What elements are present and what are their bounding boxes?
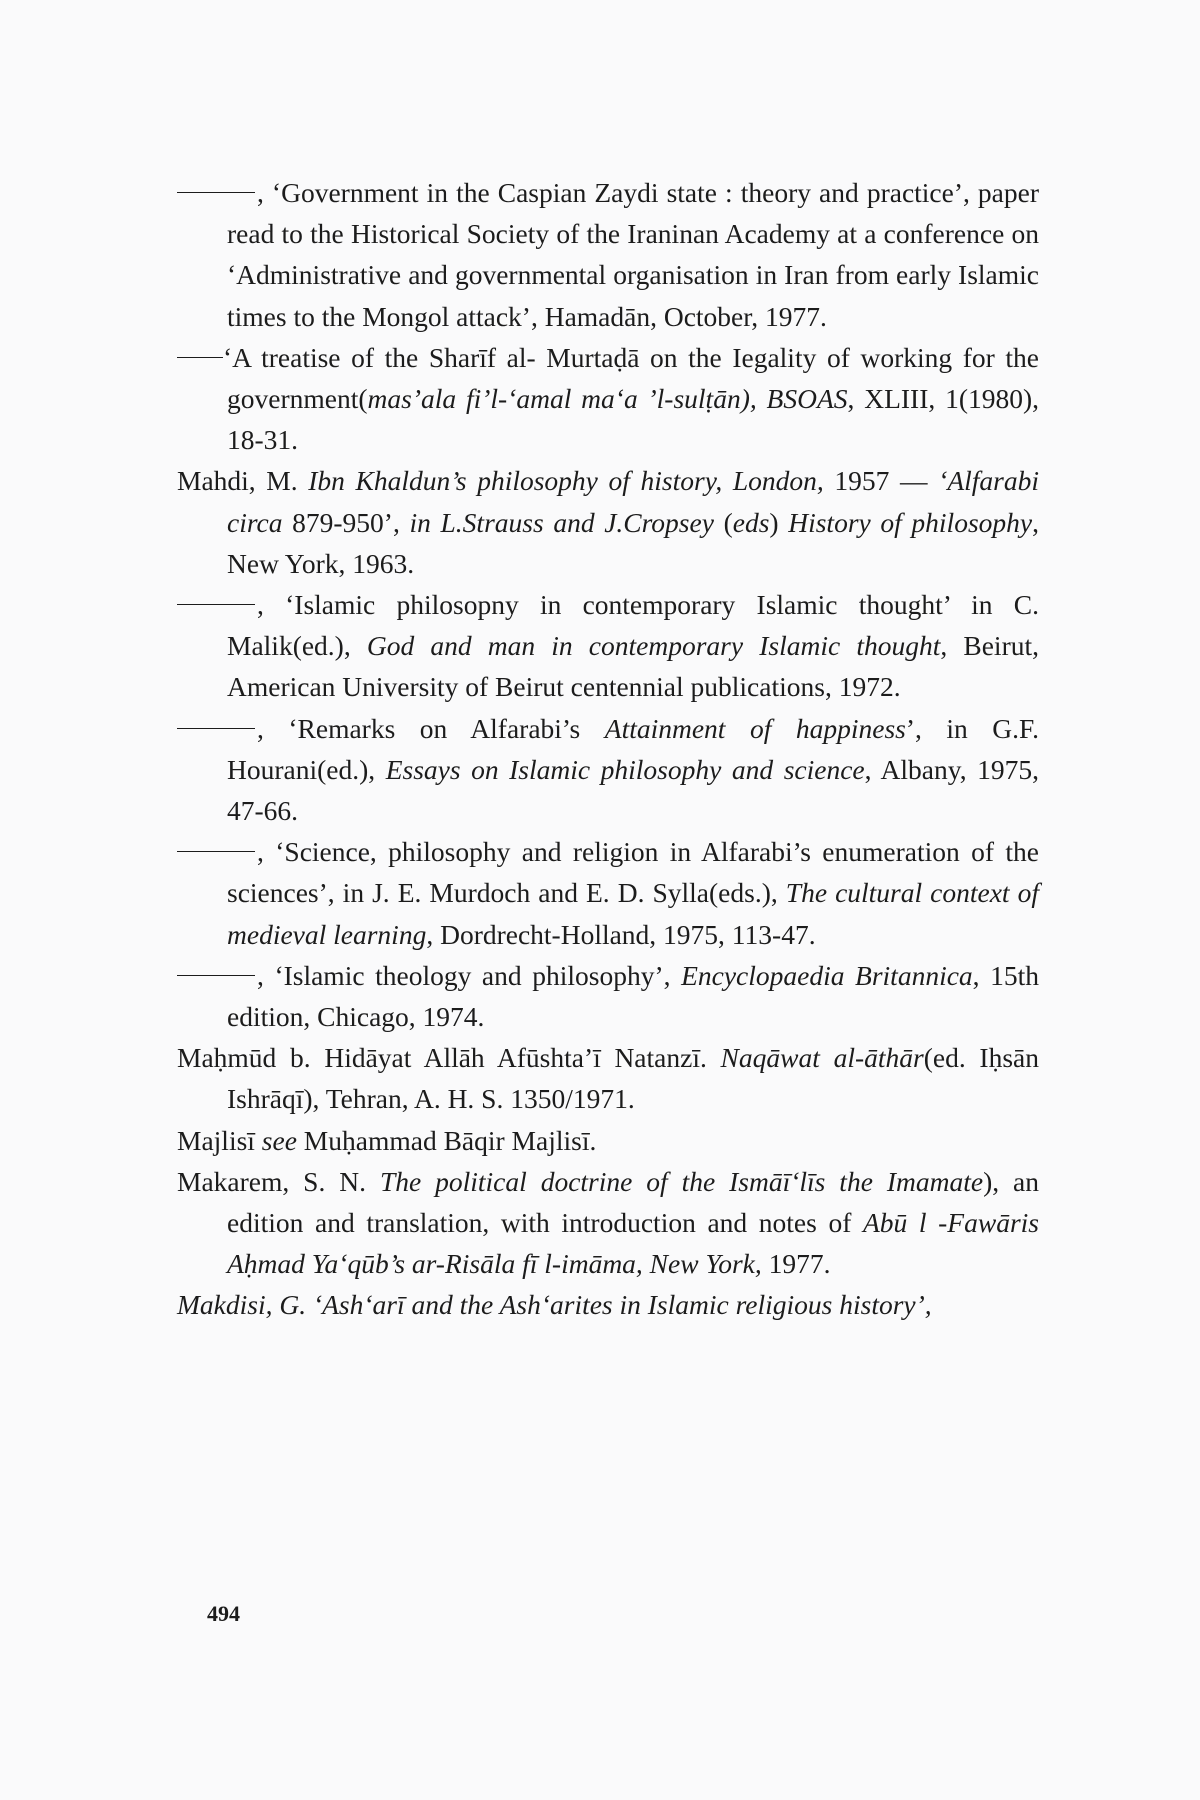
entry-text: , ‘Islamic philosopny in contemporary Islamic thought’ in C. Malik(ed.), <box>227 589 1039 662</box>
bibliography-entry <box>177 708 1039 832</box>
entry-title-italic: The political doctrine of the Ismāī‘līs the Imamate <box>379 1165 984 1197</box>
ditto-dash <box>177 604 255 605</box>
entry-title-italic: ‘Alfarabi circa <box>227 465 1040 538</box>
entry-text: 879-950’, <box>282 506 410 538</box>
entry-title-italic: Ibn Khaldun’s philosophy of history, London, <box>308 465 824 497</box>
ditto-dash <box>177 728 255 729</box>
bibliography-entry <box>177 337 1039 461</box>
entry-text: ) <box>769 506 789 538</box>
entry-text: Muḥammad Bāqir Majlisī. <box>296 1124 597 1156</box>
entry-text: (ed. Iḥsān Ishrāqī), Tehran, A. H. S. 1350/1971. <box>227 1042 1039 1115</box>
bibliography-list <box>177 172 1039 1326</box>
ditto-dash <box>177 357 223 358</box>
entry-title-italic: Encyclopaedia Britannica <box>681 959 973 991</box>
entry-title-italic: mas’ala fi’l-‘amal ma‘a ’l-sulṭān), BSOAS <box>367 383 848 415</box>
entry-text: 1957 — <box>823 465 939 497</box>
ditto-dash <box>177 975 255 976</box>
entry-title-italic: The cultural context of medieval learning <box>227 877 1039 950</box>
bibliography-entry <box>177 955 1039 1037</box>
entry-title-italic: Naqāwat al-āthār <box>720 1042 924 1074</box>
entry-text: , ‘Remarks on Alfarabi’s <box>257 712 605 744</box>
entry-text: , ‘Islamic theology and philosophy’, <box>257 959 682 991</box>
entry-text: , 15th edition, Chicago, 1974. <box>227 959 1040 1033</box>
entry-text: Mahdi, M. <box>177 465 309 497</box>
bibliography-entry <box>177 831 1039 955</box>
bibliography-entry <box>177 172 1039 337</box>
entry-text: ‘A treatise of the Sharīf al- Murtaḍā on the Iegality of working for the government( <box>223 341 1039 415</box>
ditto-dash <box>177 192 255 193</box>
entry-title-italic: eds <box>732 506 770 538</box>
entry-text: , Beirut, American University of Beirut centennial publications, 1972. <box>227 630 1039 703</box>
entry-text: Makarem, S. N. <box>177 1165 380 1197</box>
bibliography-entry <box>177 1284 1039 1325</box>
entry-text: Majlisī <box>177 1124 262 1156</box>
entry-text: , ‘Science, philosophy and religion in Alfarabi’s enumeration of the sciences’, in J. E. Murdoch and E. D. Sylla(eds.), <box>227 836 1039 909</box>
entry-title-italic: Essays on Islamic philosophy and science <box>385 753 865 785</box>
entry-title-italic: Attainment of happiness <box>604 712 906 744</box>
entry-text: , New York, 1963. <box>227 506 1039 579</box>
ditto-dash <box>177 851 255 852</box>
entry-text: , XLIII, 1(1980), 18-31. <box>227 383 1040 456</box>
entry-title-italic: Abū l -Fawāris Aḥmad Ya‘qūb’s ar-Risāla fī l-imāma, New York, <box>227 1207 1039 1280</box>
entry-title-italic: see <box>261 1124 297 1156</box>
entry-text: ’, in G.F. Hourani(ed.), <box>227 712 1039 785</box>
bibliography-entry <box>177 584 1039 708</box>
page-number: 494 <box>207 1601 240 1626</box>
entry-text: ), an edition and translation, with introduction and notes of <box>227 1165 1039 1239</box>
entry-title-italic: in L.Strauss and J.Cropsey <box>409 506 714 538</box>
bibliography-entry <box>177 460 1039 584</box>
entry-text: 1977. <box>761 1248 831 1280</box>
entry-text: Maḥmūd b. Hidāyat Allāh Afūshta’ī Natanzī. <box>177 1042 721 1074</box>
entry-title-italic: History of philosophy <box>788 506 1033 538</box>
entry-title-italic: God and man in contemporary Islamic thought <box>366 630 941 662</box>
entry-text: ( <box>713 506 733 538</box>
entry-title-italic: Makdisi, G. ‘Ash‘arī and the Ash‘arites in Islamic religious history’, <box>177 1289 932 1321</box>
entry-text: , ‘Government in the Caspian Zaydi state : theory and practice’, paper read to the Historical Society of the Iraninan Academy at a conference on ‘Administrative and governmental organisation in Iran from early Islamic times to the Mongol attack’, Hamadān, October, 1977. <box>227 177 1039 332</box>
bibliography-entry <box>177 1037 1039 1119</box>
bibliography-entry <box>177 1120 1039 1161</box>
entry-text: , Dordrecht-Holland, 1975, 113-47. <box>426 918 816 950</box>
entry-text: , Albany, 1975, 47-66. <box>227 753 1040 827</box>
bibliography-entry <box>177 1161 1039 1285</box>
